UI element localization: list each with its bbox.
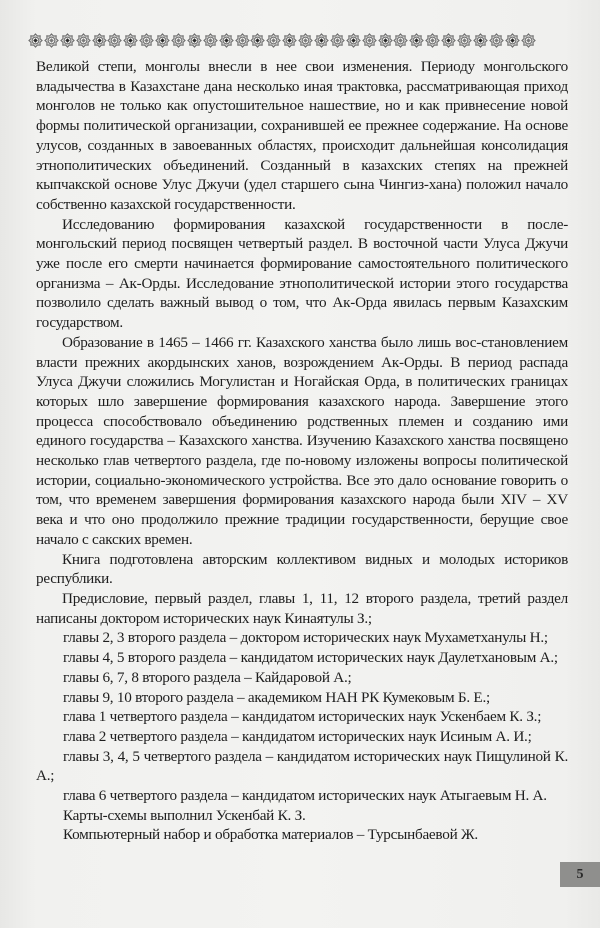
credit-line: глава 1 четвертого раздела – кандидатом исторических наук Ускенбаем К. З.;	[63, 708, 542, 726]
rosette-ornament-icon	[362, 33, 377, 48]
credit-line: главы 2, 3 второго раздела – доктором исторических наук Мухаметханулы Н.;	[63, 629, 548, 647]
rosette-ornament-icon	[298, 33, 313, 48]
page-number: 5	[576, 866, 584, 882]
credit-line: глава 6 четвертого раздела – кандидатом исторических наук Атыгаевым Н. А.	[63, 787, 547, 805]
rosette-ornament-icon	[171, 33, 186, 48]
rosette-ornament-icon	[76, 33, 91, 48]
credit-line: глава 2 четвертого раздела – кандидатом исторических наук Исиным А. И.;	[63, 727, 532, 745]
rosette-ornament-icon	[250, 33, 265, 48]
rosette-ornament-icon	[346, 33, 361, 48]
rosette-ornament-icon	[92, 33, 107, 48]
rosette-ornament-icon	[457, 33, 472, 48]
credit-line: главы 3, 4, 5 четвертого раздела – кандидатом исторических наук Пищулиной К. А.;	[36, 747, 568, 785]
rosette-ornament-icon	[235, 33, 250, 48]
rosette-ornament-icon	[473, 33, 488, 48]
rosette-ornament-icon	[330, 33, 345, 48]
rosette-ornament-icon	[266, 33, 281, 48]
rosette-ornament-icon	[378, 33, 393, 48]
rosette-ornament-icon	[489, 33, 504, 48]
rosette-ornament-icon	[155, 33, 170, 48]
paragraph-preface-credit: Предисловие, первый раздел, главы 1, 11, 12 второго раздела, третий раздел написаны доктором исторических наук Кинаятулы З.;	[36, 589, 568, 627]
credit-line: главы 4, 5 второго раздела – кандидатом исторических наук Даулетхановым А.;	[63, 649, 558, 667]
rosette-ornament-icon	[409, 33, 424, 48]
rosette-ornament-icon	[314, 33, 329, 48]
paragraph-ak-orda: Исследованию формирования казахской государственности в после-монгольский период посвящен четвертый раздел. В восточной части Улуса Джучи уже после его смерти начинается формирование самостоятельного политического организма – Ак-Орды. Исследование этнополитической истории этого государства позволило сделать важный вывод о том, что Ак-Орда явилась первым Казахским государством.	[36, 215, 568, 332]
rosette-ornament-icon	[44, 33, 59, 48]
rosette-ornament-icon	[187, 33, 202, 48]
page-number-badge	[560, 862, 600, 887]
rosette-ornament-icon	[139, 33, 154, 48]
rosette-ornament-icon	[28, 33, 43, 48]
header-ornament-border	[28, 31, 536, 49]
credit-line: главы 9, 10 второго раздела – академиком НАН РК Кумековым Б. Е.;	[63, 688, 490, 706]
rosette-ornament-icon	[393, 33, 408, 48]
page-body	[36, 57, 568, 845]
rosette-ornament-icon	[60, 33, 75, 48]
rosette-ornament-icon	[441, 33, 456, 48]
paragraph-authors-intro: Книга подготовлена авторским коллективом видных и молодых историков республики.	[36, 550, 568, 588]
credit-maps: Карты-схемы выполнил Ускенбай К. З.	[63, 806, 306, 824]
paragraph-kazakh-khanate: Образование в 1465 – 1466 гг. Казахского ханства было лишь вос-становлением власти прежних акордынских ханов, возрождением Ак-Орды. В период распада Улуса Джучи сложились Могулистан и Ногайская Орда, в политических границах которых шло завершение формирования казахского народа. Завершение этого процесса способствовало объединению родственных племен и созданию ими единого государства – Казахского ханства. Изучению Казахского ханства посвящено несколько глав четвертого раздела, где по-новому изложены вопросы политической истории, социально-экономического устройства. Все это дало основание говорить о том, что временем завершения формирования казахского народа были XIV – XV века и что оно продолжило прежние традиции государственности, берущие свое начало с сакских времен.	[36, 333, 568, 548]
credit-typesetting: Компьютерный набор и обработка материалов – Турсынбаевой Ж.	[63, 826, 478, 844]
rosette-ornament-icon	[521, 33, 536, 48]
rosette-ornament-icon	[107, 33, 122, 48]
rosette-ornament-icon	[425, 33, 440, 48]
credit-line: главы 6, 7, 8 второго раздела – Кайдаровой А.;	[63, 668, 352, 686]
rosette-ornament-icon	[282, 33, 297, 48]
paragraph-mongol-period: Великой степи, монголы внесли в нее свои изменения. Периоду монгольского владычества в Казахстане дана несколько иная трактовка, рассматривающая приход монголов не только как опустошительное нашествие, но и как привнесение новой формы политической организации, сохранившей ее прежнее содержание. На основе улусов, созданных в завоеванных областях, происходит дальнейшая консолидация этнополитических объединений. Созданный в казахских степях на прежней кыпчакской основе Улус Джучи (удел старшего сына Чингиз-хана) положил начало собственно казахской государственности.	[36, 58, 568, 213]
rosette-ornament-icon	[203, 33, 218, 48]
rosette-ornament-icon	[219, 33, 234, 48]
rosette-ornament-icon	[505, 33, 520, 48]
rosette-ornament-icon	[123, 33, 138, 48]
